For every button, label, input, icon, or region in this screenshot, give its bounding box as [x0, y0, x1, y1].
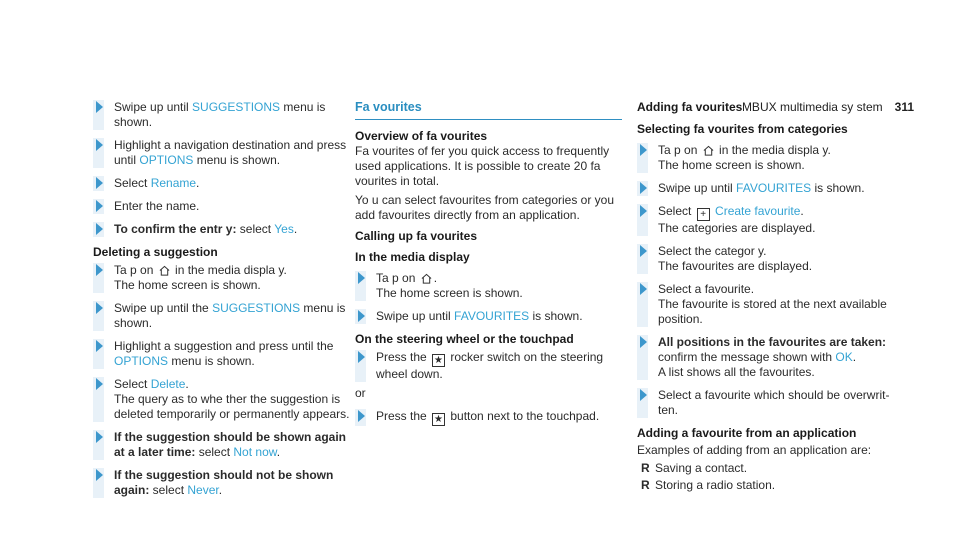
arrow-icon [96, 223, 103, 235]
star-key-icon: ★ [432, 354, 445, 367]
column-1 [93, 100, 355, 498]
home-icon [703, 145, 714, 156]
bullet-icon: R [641, 461, 650, 475]
heading-media-display: In the media display [355, 250, 470, 264]
step-all-positions-taken: All positions in the favourites are taken: confirm the message shown with OK. A list shows all the favourites. [637, 335, 907, 380]
paragraph-examples: Examples of adding from an application are: [637, 443, 872, 457]
arrow-icon [640, 283, 647, 295]
arrow-icon [96, 177, 103, 189]
heading-steering-wheel: On the steering wheel or the touchpad [355, 332, 574, 346]
step-swipe-suggestions: Swipe up until SUGGESTIONS menu is shown. [93, 100, 355, 130]
step-swipe-favourites: Swipe up until FAVOURITES is shown. [355, 309, 622, 324]
arrow-icon [358, 351, 365, 363]
step-select-rename: Select Rename. [93, 176, 355, 191]
arrow-icon [96, 340, 103, 352]
heading-calling-up: Calling up fa vourites [355, 229, 478, 243]
arrow-icon [640, 336, 647, 348]
column-3 [637, 100, 907, 493]
step-never-show: If the suggestion should not be shown again: select Never. [93, 468, 355, 498]
arrow-icon [358, 310, 365, 322]
list-item: R Saving a contact. [641, 461, 748, 475]
step-swipe-suggestions-2: Swipe up until the SUGGESTIONS menu is shown. [93, 301, 355, 331]
arrow-icon [96, 431, 103, 443]
step-show-later: If the suggestion should be shown again at a later time: select Not now. [93, 430, 355, 460]
step-press-button: Press the ★ button next to the touchpad. [355, 409, 622, 426]
step-highlight-destination: Highlight a navigation destination and press until OPTIONS menu is shown. [93, 138, 355, 168]
step-tap-home: Ta p on in the media displa y. The home screen is shown. [637, 143, 907, 173]
step-tap-home: Ta p on . The home screen is shown. [355, 271, 622, 301]
arrow-icon [640, 205, 647, 217]
bullet-icon: R [641, 478, 650, 492]
step-swipe-favourites: Swipe up until FAVOURITES is shown. [637, 181, 907, 196]
star-key-icon: ★ [432, 413, 445, 426]
step-overwrite: Select a favourite which should be overwrit‐ ten. [637, 388, 907, 418]
arrow-icon [96, 378, 103, 390]
paragraph-options: Yo u can select favourites from categories or you add favourites directly from an application. [355, 193, 615, 222]
arrow-icon [96, 139, 103, 151]
header-title: MBUX multimedia sy stem [741, 100, 883, 114]
arrow-icon [96, 101, 103, 113]
arrow-icon [640, 389, 647, 401]
arrow-icon [640, 144, 647, 156]
step-create-favourite: Select + Create favourite. The categories are displayed. [637, 204, 907, 236]
step-highlight-suggestion: Highlight a suggestion and press until the OPTIONS menu is shown. [93, 339, 355, 369]
arrow-icon [96, 200, 103, 212]
arrow-icon [96, 469, 103, 481]
or-separator: or [355, 386, 366, 400]
step-tap-home: Ta p on in the media displa y. The home screen is shown. [93, 263, 355, 293]
heading-from-categories: Selecting fa vourites from categories [637, 122, 848, 136]
paragraph-intro: Fa vourites of fer you quick access to frequently used applications. It is possible to create 20 fa vourites in total. [355, 144, 610, 188]
arrow-icon [640, 245, 647, 257]
step-confirm-entry: To confirm the entr y: select Yes. [93, 222, 355, 237]
step-select-delete: Select Delete. The query as to whe ther the suggestion is deleted temporarily or permanently appears. [93, 377, 355, 422]
step-select-favourite: Select a favourite. The favourite is stored at the next available position. [637, 282, 907, 327]
arrow-icon [96, 302, 103, 314]
step-enter-name: Enter the name. [93, 199, 355, 214]
arrow-icon [96, 264, 103, 276]
arrow-icon [358, 272, 365, 284]
heading-from-application: Adding a favourite from an application [637, 426, 857, 440]
arrow-icon [640, 182, 647, 194]
heading-deleting-suggestion: Deleting a suggestion [93, 245, 218, 259]
heading-overview: Overview of fa vourites [355, 129, 488, 143]
page-number: 311 [894, 100, 914, 114]
heading-adding-favourites: Adding fa vourites [637, 100, 743, 114]
list-item: R Storing a radio station. [641, 478, 776, 492]
column-2 [355, 100, 622, 426]
home-icon [421, 273, 432, 284]
home-icon [159, 265, 170, 276]
plus-key-icon: + [697, 208, 710, 221]
arrow-icon [358, 410, 365, 422]
section-title-favourites: Fa vourites [355, 100, 622, 120]
step-select-category: Select the categor y. The favourites are displayed. [637, 244, 907, 274]
step-press-rocker: Press the ★ rocker switch on the steering wheel down. [355, 350, 622, 382]
